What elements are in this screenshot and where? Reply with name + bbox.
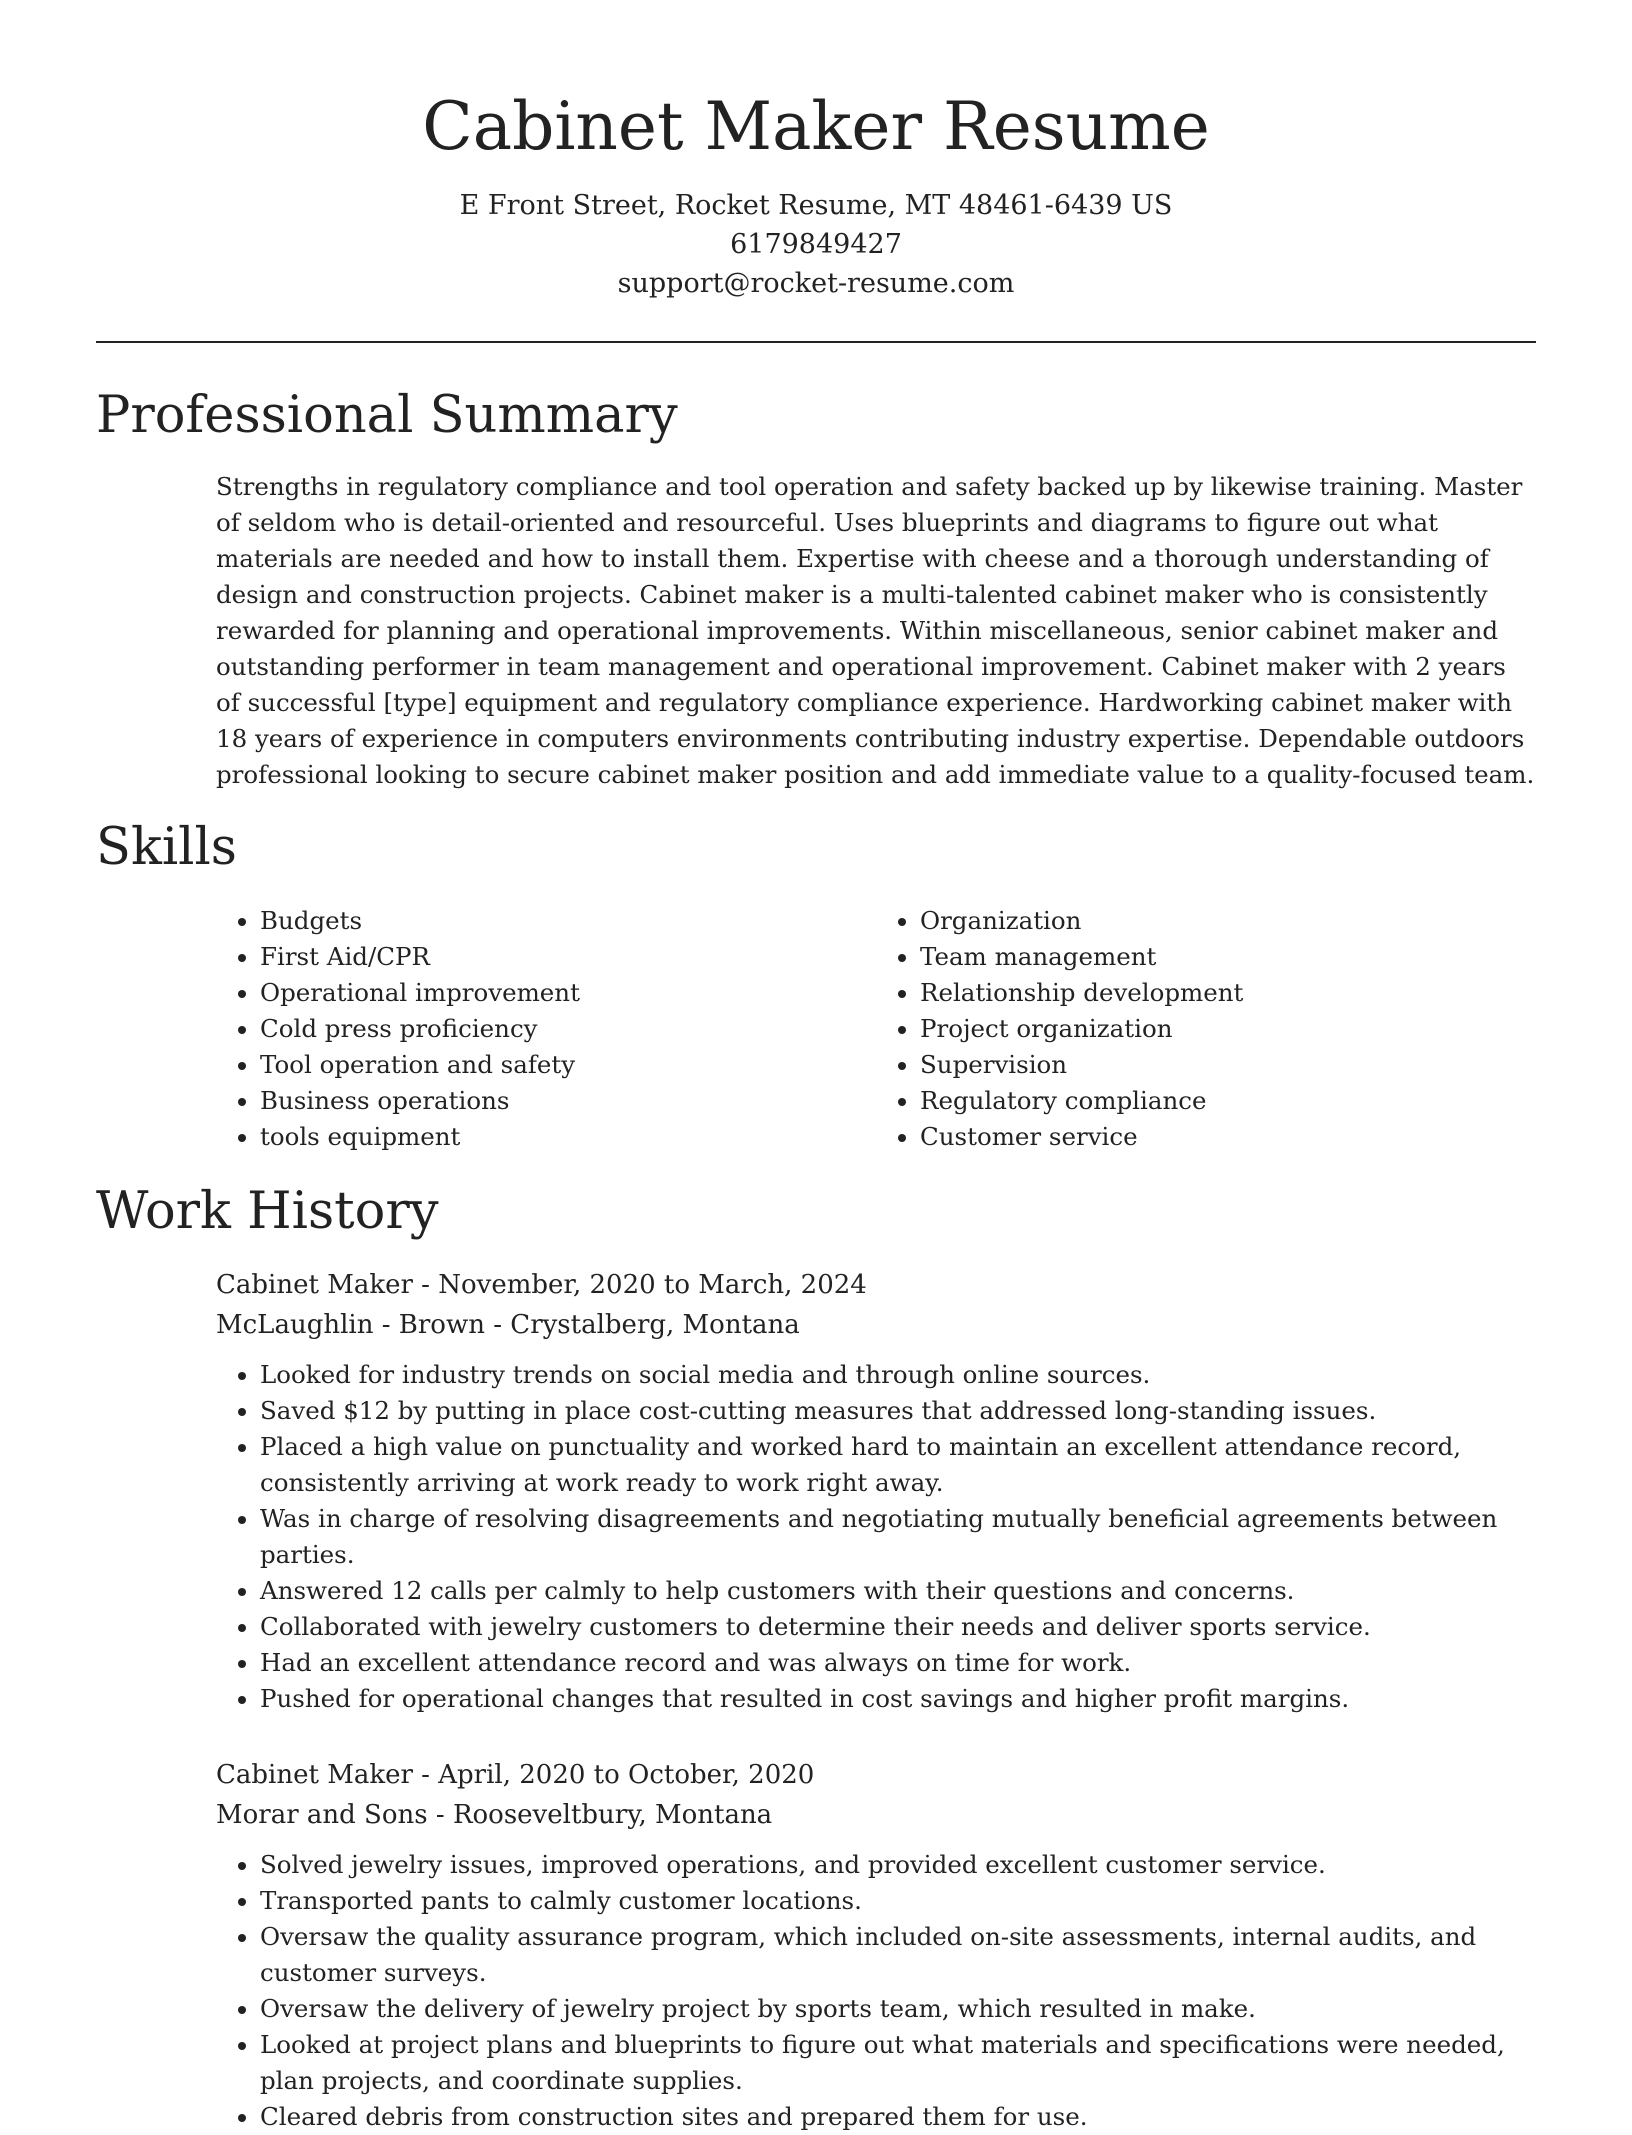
contact-address: E Front Street, Rocket Resume, MT 48461-6439 US: [459, 190, 1173, 221]
job-bullet: • Looked for industry trends on social media and through online sources.: [260, 1357, 1536, 1393]
job-bullet: • Looked at project plans and blueprints to figure out what materials and specifications were needed, plan projects, and coordinate supplies.: [260, 2027, 1536, 2099]
job-entry: [216, 1755, 1536, 2135]
job-company: Morar and Sons: [216, 1800, 428, 1830]
skill-item: • Supervision: [920, 1047, 1536, 1083]
job-title: Cabinet Maker: [216, 1760, 413, 1790]
job-bullet: • Oversaw the delivery of jewelry project by sports team, which resulted in make.: [260, 1991, 1536, 2027]
skill-item: • Relationship development: [920, 975, 1536, 1011]
section-title-skills: Skills: [96, 818, 237, 877]
section-title-work-history: Work History: [96, 1182, 439, 1241]
job-title-separator: -: [412, 1760, 439, 1790]
resume-header: [96, 0, 1536, 303]
job-bullet: • Answered 12 calls per calmly to help customers with their questions and concerns.: [260, 1573, 1536, 1609]
job-location: Rooseveltbury, Montana: [452, 1800, 773, 1830]
job-title-line: [216, 1265, 1536, 1305]
job-bullet: • Cleared debris from construction sites and prepared them for use.: [260, 2099, 1536, 2135]
job-bullet: • Pushed for operational changes that resulted in cost savings and higher profit margins.: [260, 1681, 1536, 1717]
skill-item: • Business operations: [260, 1083, 876, 1119]
skill-item: • Cold press proficiency: [260, 1011, 876, 1047]
job-title: Cabinet Maker: [216, 1270, 413, 1300]
skills-grid: [216, 903, 1536, 1155]
skill-item: • Project organization: [920, 1011, 1536, 1047]
job-entry: [216, 1265, 1536, 1717]
job-bullet: • Saved $12 by putting in place cost-cutting measures that addressed long-standing issues.: [260, 1393, 1536, 1429]
job-company: McLaughlin - Brown: [216, 1310, 485, 1340]
job-bullet: • Oversaw the quality assurance program, which included on-site assessments, internal audits, and customer surveys.: [260, 1919, 1536, 1991]
job-bullet-list: [216, 1847, 1536, 2135]
job-bullet: • Transported pants to calmly customer locations.: [260, 1883, 1536, 1919]
skills-column-left: [216, 903, 876, 1155]
job-bullet: • Solved jewelry issues, improved operations, and provided excellent customer service.: [260, 1847, 1536, 1883]
skill-item: • tools equipment: [260, 1119, 876, 1155]
resume-title: Cabinet Maker Resume: [422, 88, 1210, 165]
job-bullet: • Was in charge of resolving disagreements and negotiating mutually beneficial agreements between parties.: [260, 1501, 1536, 1573]
job-dates: November, 2020 to March, 2024: [438, 1270, 867, 1300]
job-bullet: • Had an excellent attendance record and was always on time for work.: [260, 1645, 1536, 1681]
section-title-summary: Professional Summary: [96, 386, 678, 445]
summary-text: Strengths in regulatory compliance and tool operation and safety backed up by likewise training. Master of seldom who is detail-oriented and resourceful. Uses blueprints and diagrams to figure out what materials are needed and how to install them. Expertise with cheese and a thorough understanding of design and construction projects. Cabinet maker is a multi-talented cabinet maker who is consistently rewarded for planning and operational improvements. Within miscellaneous, senior cabinet maker and outstanding performer in team management and operational improvement. Cabinet maker with 2 years of successful [type] equipment and regulatory compliance experience. Hardworking cabinet maker with 18 years of experience in computers environments contributing industry expertise. Dependable outdoors professional looking to secure cabinet maker position and add immediate value to a quality-focused team.: [216, 472, 1535, 789]
skill-item: • Budgets: [260, 903, 876, 939]
skills-column-right: [876, 903, 1536, 1155]
contact-email: support@rocket-resume.com: [617, 268, 1015, 299]
job-bullet-list: [216, 1357, 1536, 1717]
skill-item: • Team management: [920, 939, 1536, 975]
job-company-separator: -: [484, 1310, 511, 1340]
job-company-line: [216, 1795, 1536, 1835]
job-location: Crystalberg, Montana: [510, 1310, 800, 1340]
resume-page: [96, 0, 1536, 2135]
job-title-separator: -: [412, 1270, 439, 1300]
job-dates: April, 2020 to October, 2020: [438, 1760, 815, 1790]
skill-item: • Operational improvement: [260, 975, 876, 1011]
job-title-line: [216, 1755, 1536, 1795]
job-bullet: • Placed a high value on punctuality and worked hard to maintain an excellent attendance record, consistently arriving at work ready to work right away.: [260, 1429, 1536, 1501]
header-divider: [96, 341, 1536, 343]
skill-item: • Organization: [920, 903, 1536, 939]
job-bullet: • Collaborated with jewelry customers to determine their needs and deliver sports service.: [260, 1609, 1536, 1645]
job-company-line: [216, 1305, 1536, 1345]
skill-item: • Tool operation and safety: [260, 1047, 876, 1083]
contact-block: [96, 186, 1536, 303]
skill-item: • First Aid/CPR: [260, 939, 876, 975]
skill-item: • Regulatory compliance: [920, 1083, 1536, 1119]
skill-item: • Customer service: [920, 1119, 1536, 1155]
job-company-separator: -: [427, 1800, 453, 1830]
contact-phone: 6179849427: [730, 229, 902, 260]
